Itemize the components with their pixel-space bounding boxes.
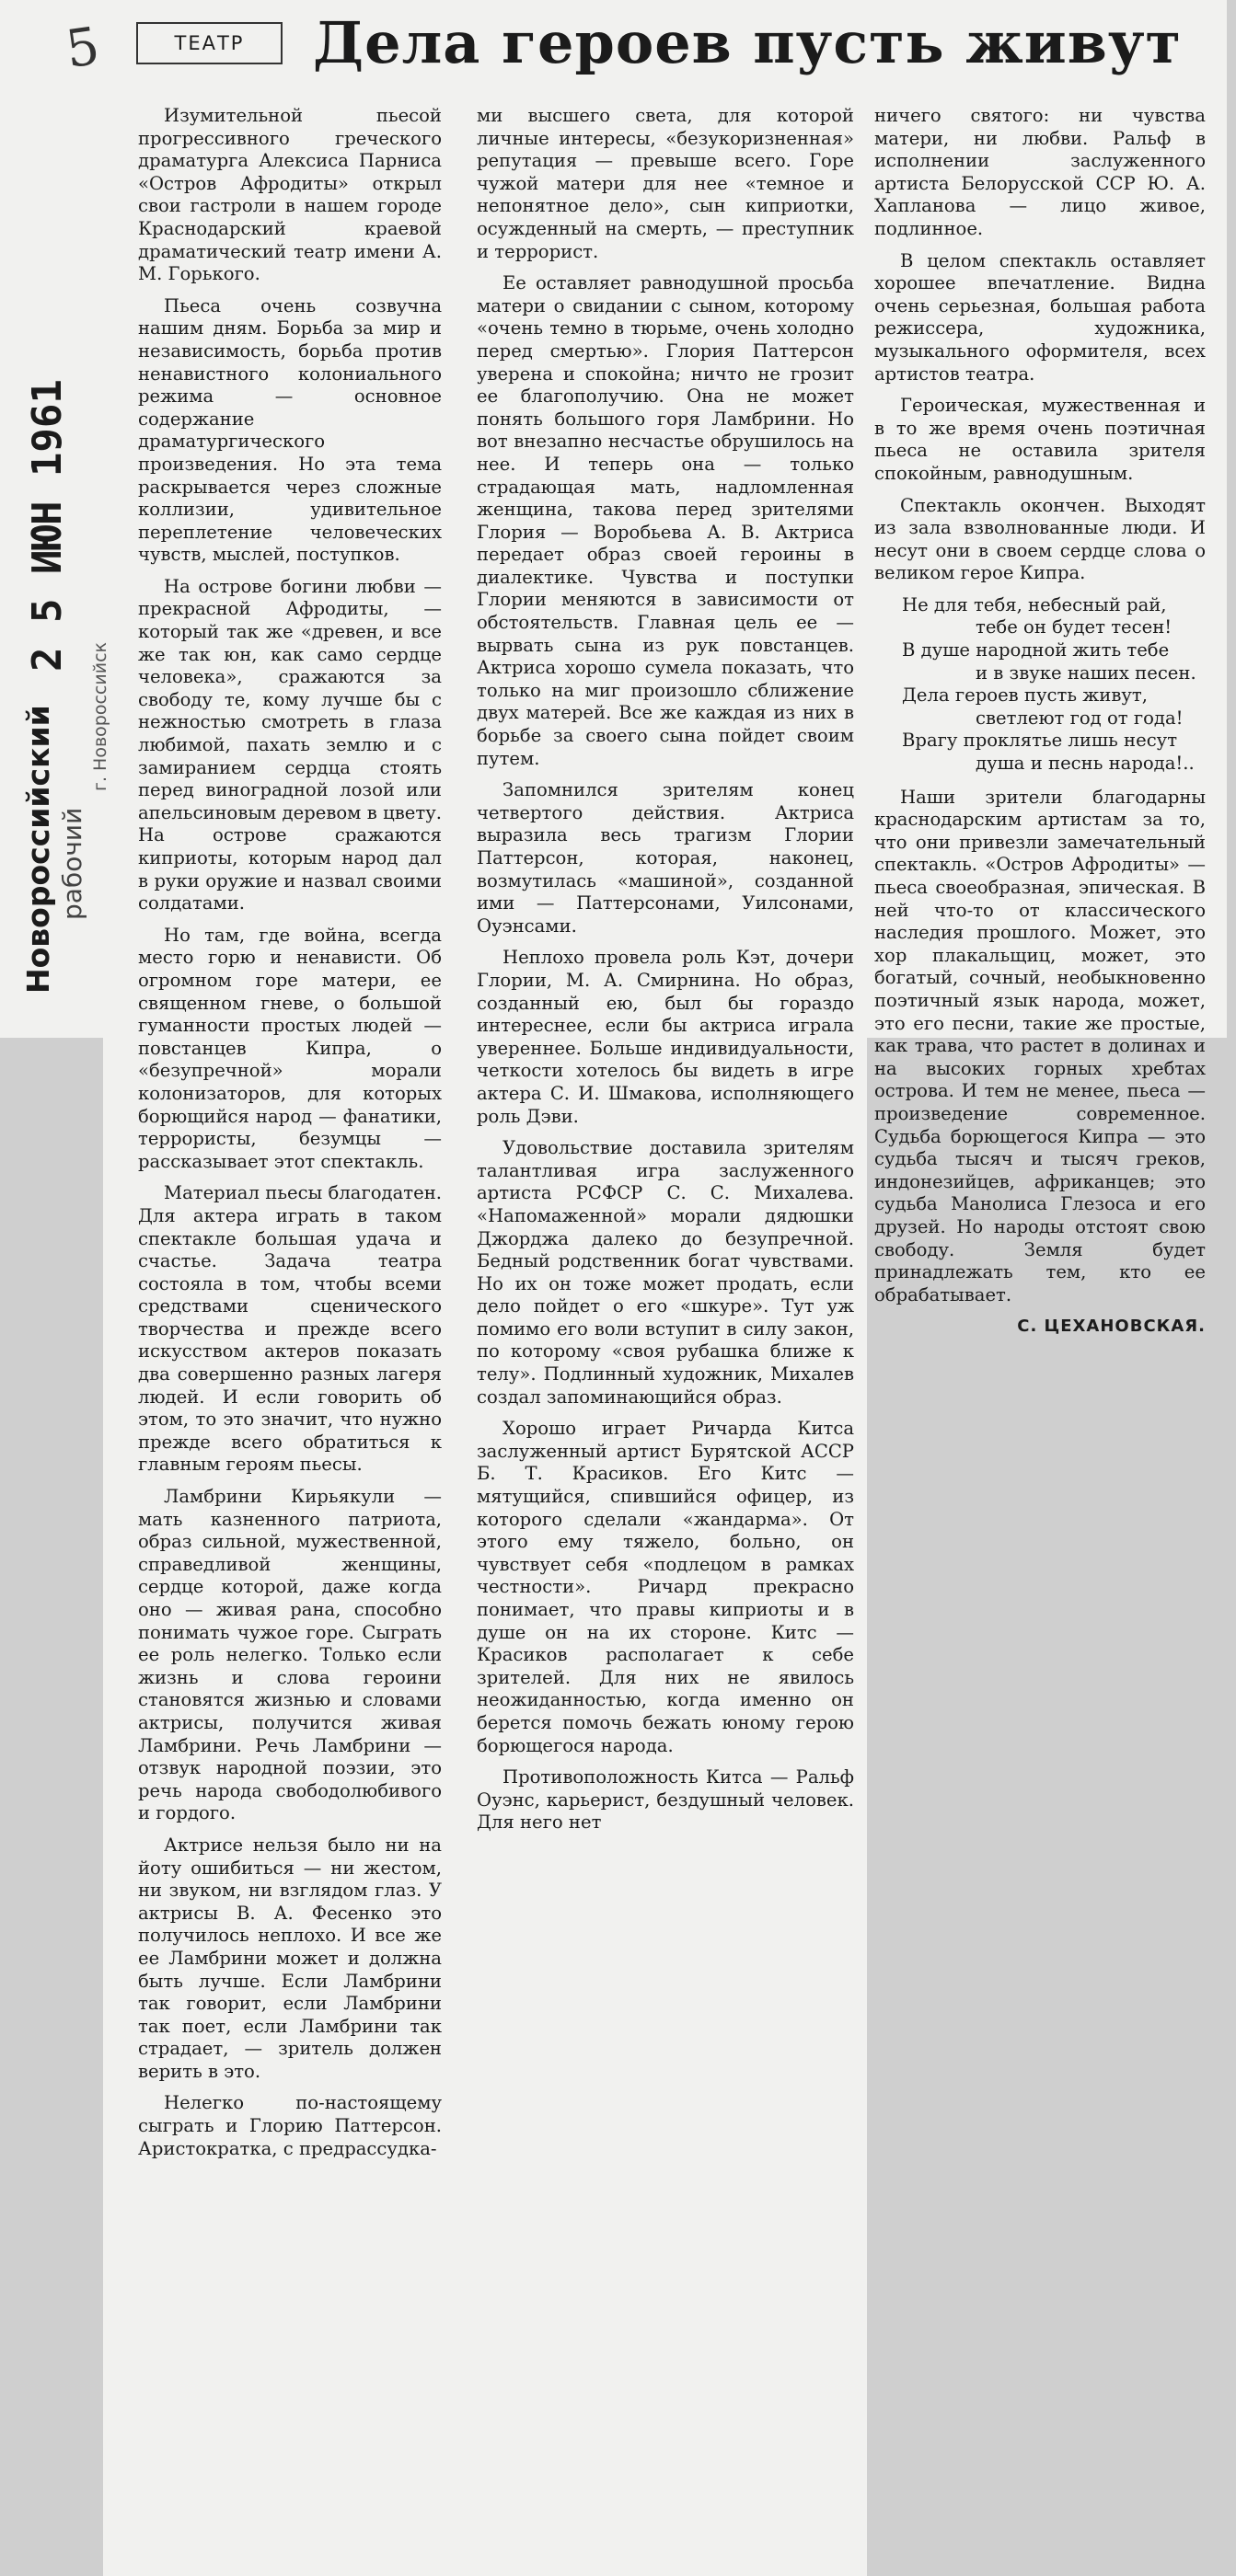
poem-line: Не для тебя, небесный рай,: [902, 593, 1167, 615]
paragraph: В целом спектакль оставляет хорошее впечатление. Видна очень серьезная, большая работа режиссера, художника, музыкального оформителя, всех артистов театра.: [874, 249, 1206, 385]
paragraph: ничего святого: ни чувства матери, ни любви. Ральф в исполнении заслуженного артиста Белорусской ССР Ю. А. Хапланова — лицо живое, подлинное.: [874, 105, 1206, 239]
poem-line: душа и песнь народа!..: [976, 753, 1195, 775]
paragraph: Запомнился зрителям конец четвертого действия. Актриса выразила весь трагизм Глории Паттерсон, которая, наконец, возмутилась «машиной», созданной ими — Паттерсонами, Уилсонами, Оуэнсами.: [477, 779, 854, 937]
poem-line: В душе народной жить тебе: [902, 639, 1170, 661]
paragraph: Противоположность Китса — Ральф Оуэнс, карьерист, бездушный человек. Для него нет: [477, 1766, 854, 1834]
paragraph: Неплохо провела роль Кэт, дочери Глории, М. А. Смирнина. Но образ, созданный ею, был бы гораздо интереснее, если бы актриса играла увереннее. Больше индивидуальности, четкости хотелось бы видеть в игре актера С. И. Шмакова, исполняющего роль Дэви.: [477, 947, 854, 1127]
paragraph: На острове богини любви — прекрасной Афродиты, — который так же «древен, и все же так юн, как само сердце человека», сражаются за свободу те, кому лучше бы с нежностью смотреть в глаза любимой, пахать землю и с замиранием сердца стоять перед виноградной лозой или апельсиновым деревом в цвету. На острове сражаются киприоты, которым народ дал в руки оружие и назвал своими солдатами.: [138, 575, 442, 914]
paragraph: Актрисе нельзя было ни на йоту ошибиться — ни жестом, ни звуком, ни взглядом глаз. У актрисы В. А. Фесенко это получилось неплохо. И все же ее Ламбрини может и должна быть лучше. Если Ламбрини так говорит, если Ламбрини так поет, если Ламбрини так страдает, — зритель должен верить в это.: [138, 1834, 442, 2082]
poem: [874, 594, 1206, 776]
article-column-3: [874, 105, 1206, 1339]
paragraph: Спектакль окончен. Выходят из зала взволнованные люди. И несут они в своем сердце слова о великом герое Кипра.: [874, 494, 1206, 584]
paragraph: Ее оставляет равнодушной просьба матери о свидании с сыном, которому «очень темно в тюрьме, очень холодно перед смертью». Глория Паттерсон уверена и спокойна; ничто не грозит ее благополучию. Она не может понять большого горя Ламбрини. Но вот внезапно несчастье обрушилось на нее. И теперь она — только страдающая мать, надломленная женщина, такова перед зрителями Глория — Воробьева А. В. Актриса передает образ своей героины в диалектике. Чувства и поступки Глории меняются в зависимости от обстоятельств. Главная цель ее — вырвать сына из рук повстанцев. Актриса хорошо сумела показать, что только на миг произошло сближение двух матерей. Все же каждая из них в борьбе за своего сына пойдет своим путем.: [477, 272, 854, 769]
stamp-date: 2 5 ИЮН 1961: [24, 379, 71, 672]
poem-line: тебе он будет тесен!: [976, 616, 1172, 638]
article-title: Дела героев пусть живут: [313, 9, 1182, 76]
stamp-newspaper-name: Новороссийский: [20, 705, 56, 994]
article-column-1: [138, 105, 442, 2169]
paragraph: Ламбрини Кирьякули — мать казненного патриота, образ сильной, мужественной, справедливой женщины, сердце которой, даже когда оно — живая рана, способно понимать чужое горе. Сыграть ее роль нелегко. Только если жизнь и слова героини становятся жизнью и словами актрисы, получится живая Ламбрини. Речь Ламбрини — отзвук народной поэзии, это речь народа свободолюбивого и гордого.: [138, 1486, 442, 1824]
article-column-2: [477, 105, 854, 1844]
poem-line: и в звуке наших песен.: [976, 661, 1196, 684]
paragraph: Наши зрители благодарны краснодарским артистам за то, что они привезли замечательный спектакль. «Остров Афродиты» — пьеса своеобразная, эпическая. В ней что-то от классического наследия прошлого. Может, это хор плакальщиц, может, это богатый, сочный, необыкновенно поэтичный язык народа, может, это его песни, такие же простые, как трава, что растет в долинах и на высоких горных хребтах острова. И тем не менее, пьеса — произведение современное. Судьба борющегося Кипра — это судьба тысяч и тысяч греков, индонезийцев, африканцев; это судьба Манолиса Глезоса и его друзей. Но народы отстоят свою свободу. Земля будет принадлежать тем, кто ее обрабатывает.: [874, 786, 1206, 1305]
poem-line: Врагу проклятье лишь несут: [902, 730, 1178, 752]
author-signature: С. ЦЕХАНОВСКАЯ.: [1017, 1317, 1206, 1337]
archive-stamp: [18, 379, 110, 1012]
paragraph: Материал пьесы благодатен. Для актера играть в таком спектакле большая удача и счастье. Задача театра состояла в том, чтобы всеми средствами сценического творчества и прежде всего искусством актеров показать два совершенно разных лагеря людей. И если говорить об этом, то это значит, что нужно прежде всего обратиться к главным героям пьесы.: [138, 1182, 442, 1476]
poem-line: Дела героев пусть живут,: [902, 684, 1148, 707]
stamp-city: г. Новороссийск: [90, 642, 110, 791]
paragraph: Нелегко по-настоящему сыграть и Глорию Паттерсон. Аристократка, с предрассудка-: [138, 2092, 442, 2159]
paragraph: Хорошо играет Ричарда Китса заслуженный артист Бурятской АССР Б. Т. Красиков. Его Китс — мятущийся, спившийся офицер, из которого сделали «жандарма». От этого ему тяжело, больно, он чувствует себя «подлецом в рамках честности». Ричард прекрасно понимает, что правы киприоты и в душе он на их стороне. Китс — Красиков располагает к себе зрителей. Для них не явилось неожиданностью, когда именно он берется помочь бежать юному герою борющегося народа.: [477, 1418, 854, 1756]
section-label: ТЕАТР: [136, 22, 283, 64]
paragraph: ми высшего света, для которой личные интересы, «безукоризненная» репутация — превыше всего. Горе чужой матери для нее «темное и непонятное дело», сын киприотки, осужденный на смерть, — преступник и террорист.: [477, 105, 854, 262]
stamp-newspaper-name-2: рабочий: [57, 807, 87, 920]
paragraph: Удовольствие доставила зрителям талантливая игра заслуженного артиста РСФСР С. С. Михалева. «Напомаженной» морали дядюшки Джорджа далеко до безупречной. Бедный родственник богат чувствами. Но их он тоже может продать, если дело пойдет о его «шкуре». Тут уж помимо его воли вступит в силу закон, по которому «своя рубашка ближе к телу». Подлинный художник, Михалев создал запоминающийся образ.: [477, 1137, 854, 1408]
paragraph: Пьеса очень созвучна нашим дням. Борьба за мир и независимость, борьба против ненавистного колониального режима — основное содержание драматургического произведения. Но эта тема раскрывается через сложные коллизии, удивительное переплетение человеческих чувств, мыслей, поступков.: [138, 294, 442, 566]
handwritten-mark: 5: [62, 16, 103, 81]
article-header: [129, 9, 1215, 76]
paragraph: Изумительной пьесой прогрессивного греческого драматурга Алексиса Парниса «Остров Афродиты» открыл свои гастроли в нашем городе Краснодарский краевой драматический театр имени А. М. Горького.: [138, 105, 442, 285]
poem-line: светлеют год от года!: [976, 707, 1184, 729]
paragraph: Но там, где война, всегда место горю и ненависти. Об огромном горе матери, ее священном гневе, о большой гуманности простых людей — повстанцев Кипра, о «безупречной» морали колонизаторов, для которых борющийся народ — фанатики, террористы, безумцы — рассказывает этот спектакль.: [138, 924, 442, 1172]
paragraph: Героическая, мужественная и в то же время очень поэтичная пьеса не оставила зрителя спокойным, равнодушным.: [874, 395, 1206, 484]
